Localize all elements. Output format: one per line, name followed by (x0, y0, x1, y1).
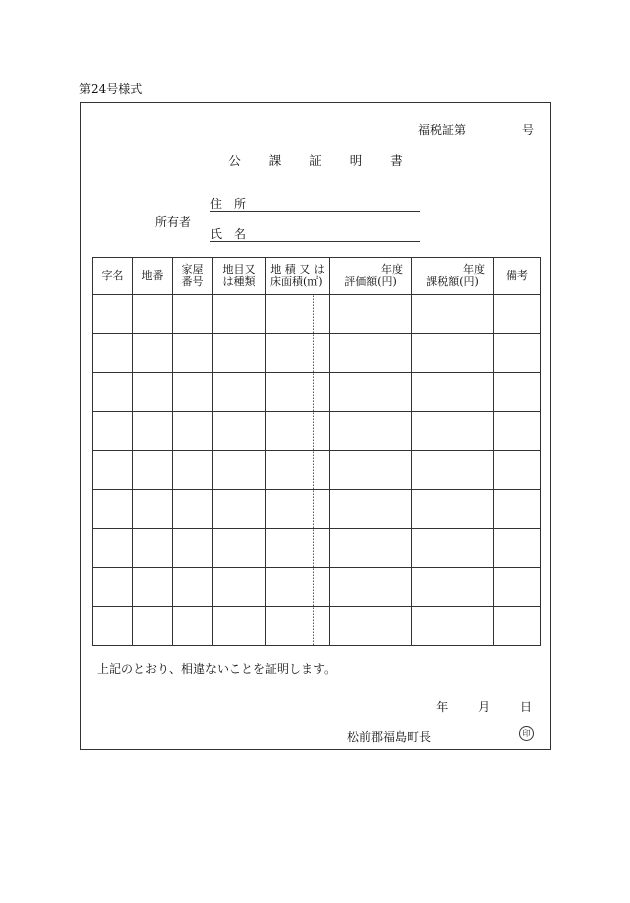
name-label-char: 名 (234, 227, 247, 241)
table-cell[interactable] (93, 334, 133, 373)
address-label-char: 住 (210, 197, 223, 211)
table-cell[interactable] (266, 529, 330, 568)
table-cell[interactable] (330, 490, 412, 529)
table-cell[interactable] (330, 607, 412, 646)
table-cell[interactable] (412, 451, 494, 490)
date-month: 月 (478, 700, 491, 714)
table-cell[interactable] (494, 451, 541, 490)
owner-address-field (210, 195, 420, 212)
issue-date (410, 698, 532, 715)
table-cell[interactable] (133, 373, 173, 412)
table-cell[interactable] (133, 568, 173, 607)
document-title (81, 151, 550, 169)
table-cell[interactable] (133, 529, 173, 568)
table-row (93, 490, 541, 529)
table-cell[interactable] (494, 568, 541, 607)
table-cell[interactable] (494, 373, 541, 412)
table-cell[interactable] (173, 373, 213, 412)
table-cell[interactable] (213, 490, 266, 529)
header-chiban: 地番 (133, 258, 173, 295)
table-cell[interactable] (133, 451, 173, 490)
date-day: 日 (519, 700, 532, 714)
table-cell[interactable] (412, 334, 494, 373)
table-cell[interactable] (93, 295, 133, 334)
table-cell[interactable] (173, 490, 213, 529)
table-cell[interactable] (93, 451, 133, 490)
header-biko: 備考 (494, 258, 541, 295)
table-row (93, 334, 541, 373)
table-cell[interactable] (93, 412, 133, 451)
table-row (93, 295, 541, 334)
table-cell[interactable] (133, 295, 173, 334)
table-cell[interactable] (213, 568, 266, 607)
table-cell[interactable] (412, 373, 494, 412)
table-cell[interactable] (213, 529, 266, 568)
table-cell[interactable] (266, 412, 330, 451)
table-header-row (93, 258, 541, 295)
table-cell[interactable] (412, 529, 494, 568)
table-cell[interactable] (93, 490, 133, 529)
form-number-label: 第24号様式 (79, 82, 143, 96)
header-kazei: 年度 課税額(円) (412, 258, 494, 295)
table-cell[interactable] (133, 412, 173, 451)
certificate-number-suffix: 号 (521, 123, 534, 137)
table-row (93, 412, 541, 451)
table-cell[interactable] (494, 334, 541, 373)
table-cell[interactable] (93, 568, 133, 607)
certification-statement: 上記のとおり、相違ないことを証明します。 (97, 662, 337, 676)
address-label-char: 所 (234, 197, 247, 211)
table-cell[interactable] (213, 373, 266, 412)
table-cell[interactable] (213, 334, 266, 373)
owner-label: 所有者 (155, 215, 192, 229)
table-cell[interactable] (266, 568, 330, 607)
certificate-number-prefix: 福税証第 (417, 123, 466, 137)
table-cell[interactable] (266, 490, 330, 529)
issuer-title: 松前郡福島町長 (347, 730, 432, 744)
table-cell[interactable] (330, 451, 412, 490)
table-cell[interactable] (330, 412, 412, 451)
table-cell[interactable] (494, 529, 541, 568)
table-cell[interactable] (173, 334, 213, 373)
table-cell[interactable] (213, 412, 266, 451)
seal-icon: 印 (519, 726, 534, 741)
table-row (93, 529, 541, 568)
table-cell[interactable] (266, 295, 330, 334)
header-kaoku: 家屋 番号 (173, 258, 213, 295)
table-cell[interactable] (93, 529, 133, 568)
title-char: 書 (390, 153, 403, 168)
table-cell[interactable] (173, 295, 213, 334)
table-cell[interactable] (494, 607, 541, 646)
title-char: 公 (228, 153, 241, 168)
header-hyoka: 年度 評価額(円) (330, 258, 412, 295)
table-row (93, 607, 541, 646)
table-row (93, 451, 541, 490)
title-char: 明 (349, 153, 363, 168)
table-row (93, 373, 541, 412)
table-cell[interactable] (173, 412, 213, 451)
name-label-char: 氏 (210, 227, 223, 241)
table-cell[interactable] (173, 529, 213, 568)
table-cell[interactable] (93, 373, 133, 412)
table-cell[interactable] (213, 451, 266, 490)
table-cell[interactable] (133, 607, 173, 646)
table-cell[interactable] (330, 568, 412, 607)
table-cell[interactable] (93, 607, 133, 646)
owner-name-field (210, 225, 420, 242)
header-aza: 字名 (93, 258, 133, 295)
header-area: 地 積 又 は 床面積(㎡) (266, 258, 330, 295)
header-chimoku: 地目又 は種類 (213, 258, 266, 295)
title-char: 課 (268, 153, 282, 168)
table-cell[interactable] (173, 451, 213, 490)
table-cell[interactable] (412, 490, 494, 529)
table-cell[interactable] (412, 412, 494, 451)
table-cell[interactable] (133, 490, 173, 529)
table-cell[interactable] (173, 607, 213, 646)
table-cell[interactable] (330, 373, 412, 412)
table-cell[interactable] (266, 373, 330, 412)
certificate-frame (80, 102, 551, 750)
table-cell[interactable] (330, 295, 412, 334)
table-row (93, 568, 541, 607)
table-cell[interactable] (330, 529, 412, 568)
table-cell[interactable] (494, 412, 541, 451)
table-cell[interactable] (266, 451, 330, 490)
table-cell[interactable] (266, 334, 330, 373)
table-cell[interactable] (412, 568, 494, 607)
property-table (92, 257, 541, 646)
certificate-number (418, 121, 534, 138)
table-cell[interactable] (213, 295, 266, 334)
table-cell[interactable] (213, 607, 266, 646)
table-cell[interactable] (266, 607, 330, 646)
table-cell[interactable] (494, 295, 541, 334)
table-cell[interactable] (133, 334, 173, 373)
table-cell[interactable] (494, 490, 541, 529)
table-cell[interactable] (412, 607, 494, 646)
date-year: 年 (436, 700, 449, 714)
table-cell[interactable] (173, 568, 213, 607)
title-char: 証 (309, 153, 322, 168)
table-body (93, 295, 541, 646)
table-cell[interactable] (330, 334, 412, 373)
table-cell[interactable] (412, 295, 494, 334)
